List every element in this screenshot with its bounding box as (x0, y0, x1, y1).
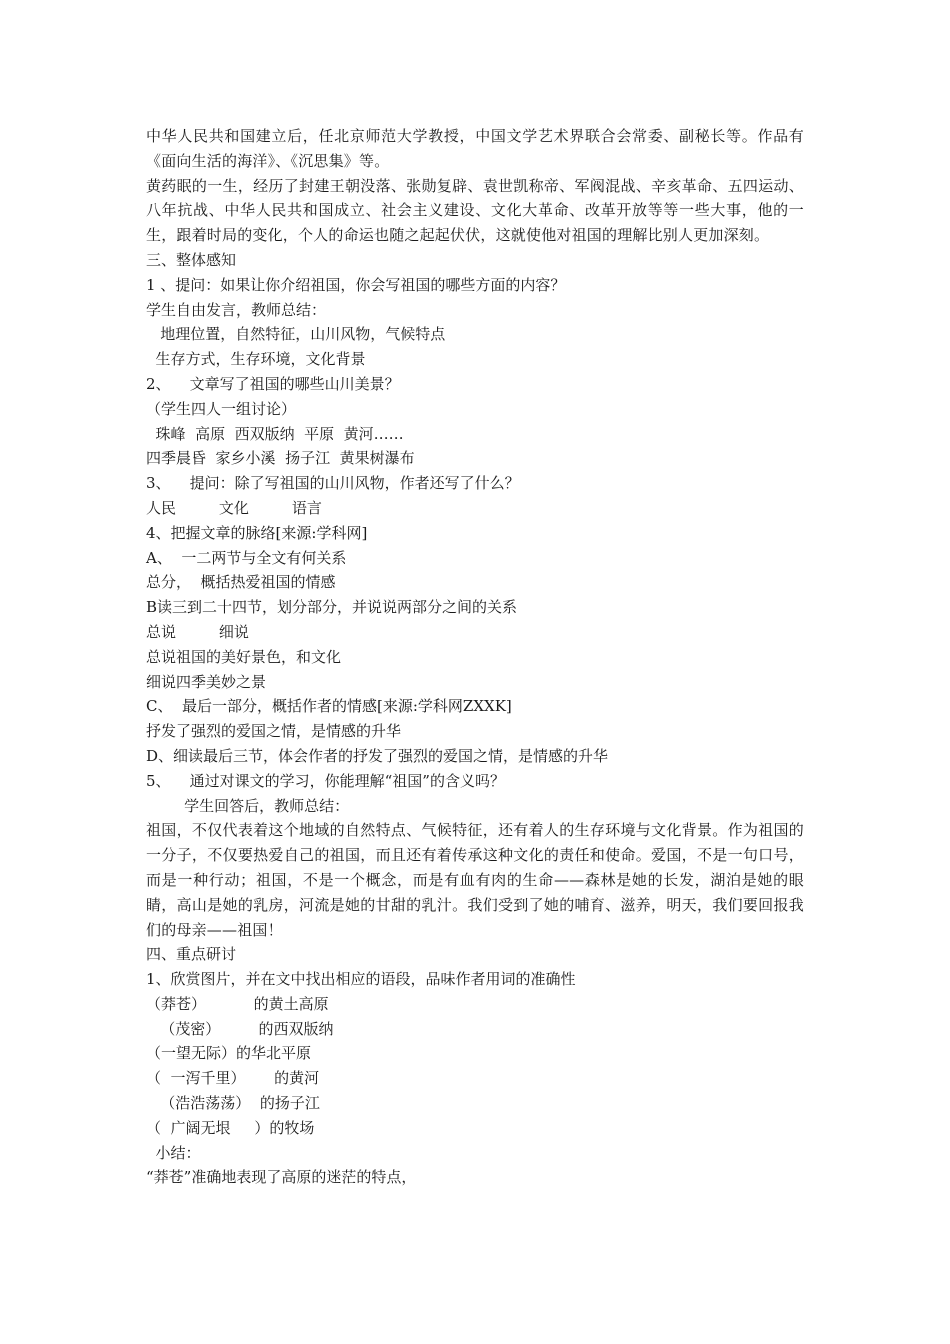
text-line: （ 广阔无垠 ）的牧场 (146, 1118, 315, 1137)
text-line: A、 一二两节与全文有何关系 (146, 548, 347, 567)
text-line: 珠峰 高原 西双版纳 平原 黄河…… (146, 424, 404, 443)
text-line: 地理位置，自然特征，山川风物，气候特点 (146, 325, 446, 344)
text-line: 2、 文章写了祖国的哪些山川美景？ (146, 374, 400, 393)
text-line: 人民 文化 语言 (146, 498, 322, 517)
text-line: 3、 提问：除了写祖国的山川风物，作者还写了什么？ (146, 474, 520, 493)
text-line: （学生四人一组讨论） (146, 399, 297, 418)
text-line: 总说祖国的美好景色，和文化 (146, 647, 342, 666)
text-line: 小结： (146, 1143, 201, 1162)
text-line: B读三到二十四节，划分部分，并说说两部分之间的关系 (146, 598, 518, 617)
text-line: 1 、提问：如果让你介绍祖国，你会写祖国的哪些方面的内容？ (146, 275, 566, 294)
text-paragraph: 中华人民共和国建立后，任北京师范大学教授，中国文学艺术界联合会常委、副秘长等。作品有《面向生活的海洋》、《沉思集》等。 (146, 127, 804, 170)
text-line: （ 一泻千里） 的黄河 (146, 1069, 320, 1088)
document-body (146, 124, 804, 1190)
text-line: 学生回答后，教师总结： (146, 796, 350, 815)
text-line: C、 最后一部分，概括作者的情感[来源:学科网ZXXK] (146, 697, 512, 716)
text-line: 5、 通过对课文的学习，你能理解“祖国”的含义吗？ (146, 771, 505, 790)
text-line: （浩浩荡荡） 的扬子江 (146, 1094, 320, 1113)
text-line: 细说四季美妙之景 (146, 672, 267, 691)
text-line: 1、欣赏图片，并在文中找出相应的语段，品味作者用词的准确性 (146, 970, 576, 989)
text-line: D、细读最后三节，体会作者的抒发了强烈的爱国之情，是情感的升华 (146, 746, 609, 765)
text-line: （茂密） 的西双版纳 (146, 1019, 334, 1038)
text-line: （莽苍） 的黄土高原 (146, 994, 329, 1013)
text-line: 学生自由发言，教师总结： (146, 300, 327, 319)
text-paragraph: 祖国，不仅代表着这个地域的自然特点、气候特征，还有着人的生存环境与文化背景。作为祖国的一分子，不仅要热爱自己的祖国，而且还有着传承这种文化的责任和使命。爱国，不是一句口号，而是一种行动；祖国，不是一个概念，而是有血有肉的生命——森林是她的长发，湖泊是她的眼睛，高山是她的乳房，河流是她的甘甜的乳汁。我们受到了她的哺育、滋养，明天，我们要回报我们的母亲——祖国！ (146, 821, 804, 939)
text-line: 三、整体感知 (146, 250, 237, 269)
text-line: 生存方式，生存环境，文化背景 (146, 350, 366, 369)
text-line: 总说 细说 (146, 622, 249, 641)
text-line: 抒发了强烈的爱国之情，是情感的升华 (146, 722, 402, 741)
text-line: （一望无际）的华北平原 (146, 1044, 312, 1063)
text-line: 四、重点研讨 (146, 945, 237, 964)
text-paragraph: 黄药眠的一生，经历了封建王朝没落、张勋复辟、袁世凯称帝、军阀混战、辛亥革命、五四运动、八年抗战、中华人民共和国成立、社会主义建设、文化大革命、改革开放等等一些大事，他的一生，跟着时局的变化，个人的命运也随之起起伏伏，这就使他对祖国的理解比别人更加深刻。 (146, 176, 804, 245)
text-line: “莽苍”准确地表现了高原的迷茫的特点， (146, 1168, 417, 1187)
text-line: 四季晨昏 家乡小溪 扬子江 黄果树瀑布 (146, 449, 415, 468)
text-line: 4、把握文章的脉络[来源:学科网] (146, 523, 368, 542)
text-line: 总分， 概括热爱祖国的情感 (146, 573, 336, 592)
